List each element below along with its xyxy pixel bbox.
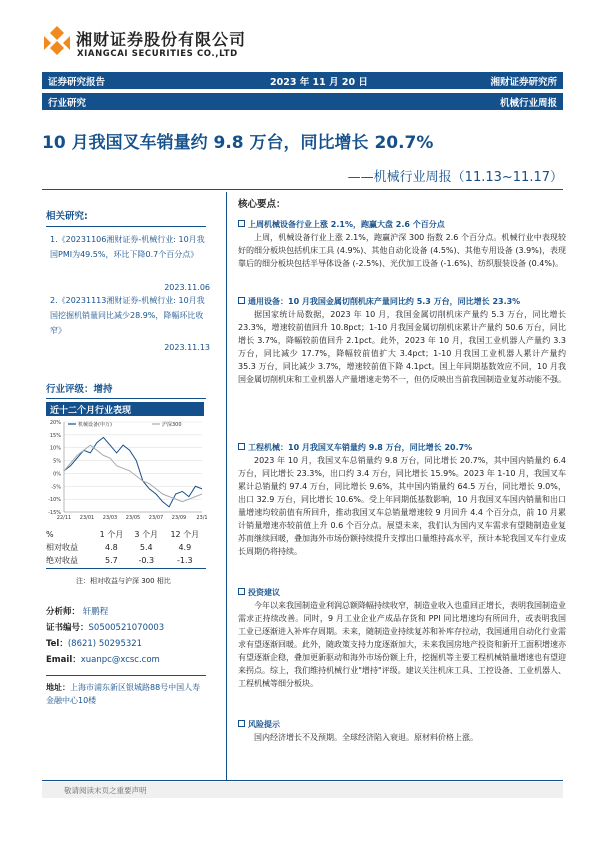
tel-label: Tel： bbox=[46, 639, 68, 649]
performance-cell: -1.3 bbox=[177, 556, 193, 565]
tel-line bbox=[46, 637, 142, 649]
performance-row-label: 相对收益 bbox=[46, 543, 78, 552]
y-tick-label: 5% bbox=[53, 458, 61, 465]
tel-number: (8621) 50295321 bbox=[67, 639, 143, 649]
section-construction-body: 2023 年 10 月，我国叉车总销量约 9.8 万台，同比增长 20.7%，其中国内销量约 6.4 万台，同比增长 23.3%，出口约 3.4 万台，同比增长 15.9%。2023 年 1-10 月，我国叉车累计总销量约 97.4 万台，同比增长 9.6%，其中国内销量约 64.5 万台，同比增长 9.0%，出口 32.9 万台，同比增长 10.6%。受上年同期低基数影响，10 月我国叉车国内销量和出口量增速均较前值有所回升，推动我国叉车总销量增速较 9 月回升 4.4 个百分点，前 10 月累计销量增速亦较前值上升 0.6 个百分点。展望未来，我们认为国内叉车需求有望随制造业复苏而继续回暖，叠加海外市场份额持续提升支撑出口量维持高水平，预计本轮我国叉车行业成长周期仍将持续。 bbox=[238, 456, 566, 556]
square-bullet-icon bbox=[238, 297, 245, 304]
brand-name-en: XIANGCAI SECURITIES CO.,LTD bbox=[77, 49, 238, 59]
address-text: 上海市浦东新区银城路88号中国人寿金融中心10楼 bbox=[46, 683, 201, 705]
chart-header bbox=[46, 402, 204, 416]
square-bullet-icon bbox=[238, 720, 245, 727]
address-block bbox=[46, 681, 206, 707]
y-tick-label: 20% bbox=[49, 420, 61, 426]
chart-title: 近十二个月行业表现 bbox=[50, 406, 132, 416]
section-risk-title: 风险提示 bbox=[248, 720, 280, 729]
performance-cell: 5.4 bbox=[139, 543, 153, 552]
performance-row-label: 绝对收益 bbox=[46, 556, 78, 565]
performance-row-absolute bbox=[46, 554, 206, 567]
y-tick-label: -15% bbox=[48, 510, 61, 516]
square-bullet-icon bbox=[238, 588, 245, 595]
email-line bbox=[46, 653, 160, 665]
analyst-label: 分析师： bbox=[46, 607, 81, 617]
x-tick-label: 23/03 bbox=[102, 515, 118, 521]
performance-header-cell: 3 个月 bbox=[134, 530, 159, 539]
legend-label: 沪深300 bbox=[162, 422, 182, 428]
page-subtitle: ——机械行业周报（11.13~11.17） bbox=[347, 170, 563, 185]
performance-cell: 4.8 bbox=[105, 543, 118, 552]
square-bullet-icon bbox=[238, 220, 245, 227]
title-divider bbox=[42, 189, 563, 190]
industry-rating: 行业评级：增持 bbox=[46, 384, 113, 395]
related-item-1[interactable]: 1.《20231106湘财证券-机械行业: 10月我国PMI为49.5%，环比下降0.7个百分点》 bbox=[50, 235, 205, 259]
address-label: 地址： bbox=[46, 683, 70, 692]
y-tick-label: 15% bbox=[49, 432, 61, 439]
report-category: 行业研究 bbox=[48, 98, 87, 109]
section-investment bbox=[238, 586, 566, 690]
industry-performance-chart bbox=[42, 416, 206, 528]
x-tick-label: 23/05 bbox=[125, 515, 141, 521]
cert-label: 证书编号： bbox=[46, 623, 89, 633]
section-construction bbox=[238, 441, 566, 558]
cert-number: S0500521070003 bbox=[88, 623, 165, 633]
performance-cell: 4.9 bbox=[178, 543, 192, 552]
core-heading: 核心要点： bbox=[238, 199, 286, 210]
performance-table bbox=[46, 528, 206, 567]
legend-label: 机械设备(申万) bbox=[78, 422, 112, 428]
square-bullet-icon bbox=[238, 443, 245, 450]
related-divider bbox=[46, 226, 206, 227]
email-address[interactable]: xuanpc@xcsc.com bbox=[80, 655, 160, 665]
y-tick-label: 0% bbox=[53, 471, 61, 478]
y-tick-label: -10% bbox=[48, 497, 61, 504]
performance-row-relative bbox=[46, 541, 206, 554]
footer-bar bbox=[42, 782, 563, 798]
related-item-2-date: 2023.11.13 bbox=[164, 343, 210, 352]
section-investment-title: 投资建议 bbox=[248, 588, 280, 597]
related-item-1-date: 2023.11.06 bbox=[164, 283, 210, 292]
rating-divider bbox=[46, 398, 206, 399]
header-bar-top bbox=[42, 72, 563, 89]
section-general-equipment-heading bbox=[238, 295, 566, 308]
analyst-name: 轩鹏程 bbox=[82, 607, 109, 617]
performance-cell: 5.7 bbox=[105, 556, 118, 565]
performance-cell: -0.3 bbox=[138, 556, 155, 565]
x-tick-label: 23/1 bbox=[196, 515, 208, 521]
section-construction-title: 工程机械：10 月我国叉车销量约 9.8 万台，同比增长 20.7% bbox=[248, 443, 473, 452]
section-market-body: 上周，机械设备行业上涨 2.1%，跑赢沪深 300 指数 2.6 个百分点。机械行业中表现较好的细分板块包括机床工具 (4.9%)、其他自动化设备 (4.5%)、其他专用设备 (3.9%)，表现靠后的细分板块包括半导体设备 (-2.5%)、光伏加工设备 (-1.6%)、纺织服装设备 (0.4%)。 bbox=[238, 233, 566, 268]
x-tick-label: 23/07 bbox=[148, 515, 164, 521]
table-divider bbox=[46, 568, 206, 569]
brand-name-cn: 湘财证券股份有限公司 bbox=[76, 30, 247, 49]
section-general-equipment bbox=[238, 295, 566, 386]
section-market-heading bbox=[238, 218, 566, 231]
section-market-title: 上周机械设备行业上涨 2.1%，跑赢大盘 2.6 个百分点 bbox=[248, 220, 445, 229]
report-type: 证券研究报告 bbox=[48, 77, 106, 88]
cert-line bbox=[46, 621, 164, 633]
header-bar-bottom bbox=[42, 93, 563, 110]
performance-header-cell: 1 个月 bbox=[99, 530, 124, 539]
performance-header-cell: 12 个月 bbox=[170, 530, 200, 539]
section-risk-heading bbox=[238, 718, 566, 731]
column-divider bbox=[226, 192, 227, 780]
page-title: 10 月我国叉车销量约 9.8 万台，同比增长 20.7% bbox=[42, 133, 434, 153]
y-tick-label: 10% bbox=[49, 445, 61, 452]
y-tick-label: -5% bbox=[51, 484, 61, 491]
related-item-2[interactable]: 2.《20231113湘财证券-机械行业: 10月我国挖掘机销量同比减少28.9%，降幅环比收窄》 bbox=[50, 296, 205, 335]
performance-header-row bbox=[46, 528, 206, 541]
footer-disclaimer[interactable]: 敬请阅读末页之重要声明 bbox=[64, 786, 147, 795]
section-risk bbox=[238, 718, 566, 744]
performance-header-cell: % bbox=[46, 530, 54, 539]
contact-divider bbox=[46, 675, 206, 676]
report-series: 机械行业周报 bbox=[499, 98, 557, 109]
section-construction-heading bbox=[238, 441, 566, 454]
section-risk-body: 国内经济增长不及预期。全球经济陷入衰退。原材料价格上涨。 bbox=[254, 733, 478, 742]
section-general-equipment-title: 通用设备：10 月我国金属切削机床产量同比约 5.3 万台，同比增长 23.3% bbox=[248, 297, 521, 306]
institute: 湘财证券研究所 bbox=[490, 77, 557, 88]
section-general-equipment-body: 据国家统计局数据，2023 年 10 月，我国金属切削机床产量约 5.3 万台，同比增长 23.3%，增速较前值回升 10.8pct；1-10 月我国金属切削机床累计产量约 50.6 万台，同比增长 3.7%，降幅较前值回升 2.1pct。此外，2023 年 10 月，我国工业机器人产量约 3.3 万台，同比减少 17.7%，降幅较前值扩大 3.4pct；1-10 月我国工业机器人累计产量约 35.3 万台，同比减少 3.7%，增速较前值下降 4.1pct。国上年同期基数效应不同，10 月我国金属切削机床和工业机器人产量增速走势不一，但仍反映出当前我国制造业复苏动能不强。 bbox=[238, 310, 566, 384]
x-tick-label: 23/09 bbox=[171, 515, 187, 521]
email-label: Email： bbox=[46, 655, 81, 665]
related-heading: 相关研究: bbox=[46, 211, 88, 222]
footer-divider bbox=[42, 780, 563, 781]
analyst-line bbox=[46, 605, 108, 617]
x-tick-label: 22/11 bbox=[56, 515, 72, 521]
report-date: 2023 年 11 月 20 日 bbox=[270, 77, 368, 88]
section-investment-body: 今年以来我国制造业利润总额降幅持续收窄，制造业收入也重回正增长，表明我国制造业需求正持续改善。同时，9 月工业企业产成品存货和 PPI 同比增速均有所回升，或表明我国工业已逐渐进入补库存周期。未来，随制造业持续复苏和补库存拉动，我国通用自动化行业需求有望逐渐回暖。此外，随政策支持力度逐渐加大，未来我国房地产投资和新开工面积增速亦有望逐渐企稳，叠加更新驱动和海外市场份额上升，挖掘机等主要工程机械销量增速也有望迎来拐点。综上，我们维持机械行业"增持"评级。建议关注机床工具、工控设备、工业机器人、工程机械等细分板块。 bbox=[238, 601, 566, 688]
xiangcai-logo-icon bbox=[42, 24, 72, 58]
performance-note: 注：相对收益与沪深 300 相比 bbox=[76, 577, 171, 585]
section-market bbox=[238, 218, 566, 270]
section-investment-heading bbox=[238, 586, 566, 599]
x-tick-label: 23/01 bbox=[79, 515, 95, 521]
